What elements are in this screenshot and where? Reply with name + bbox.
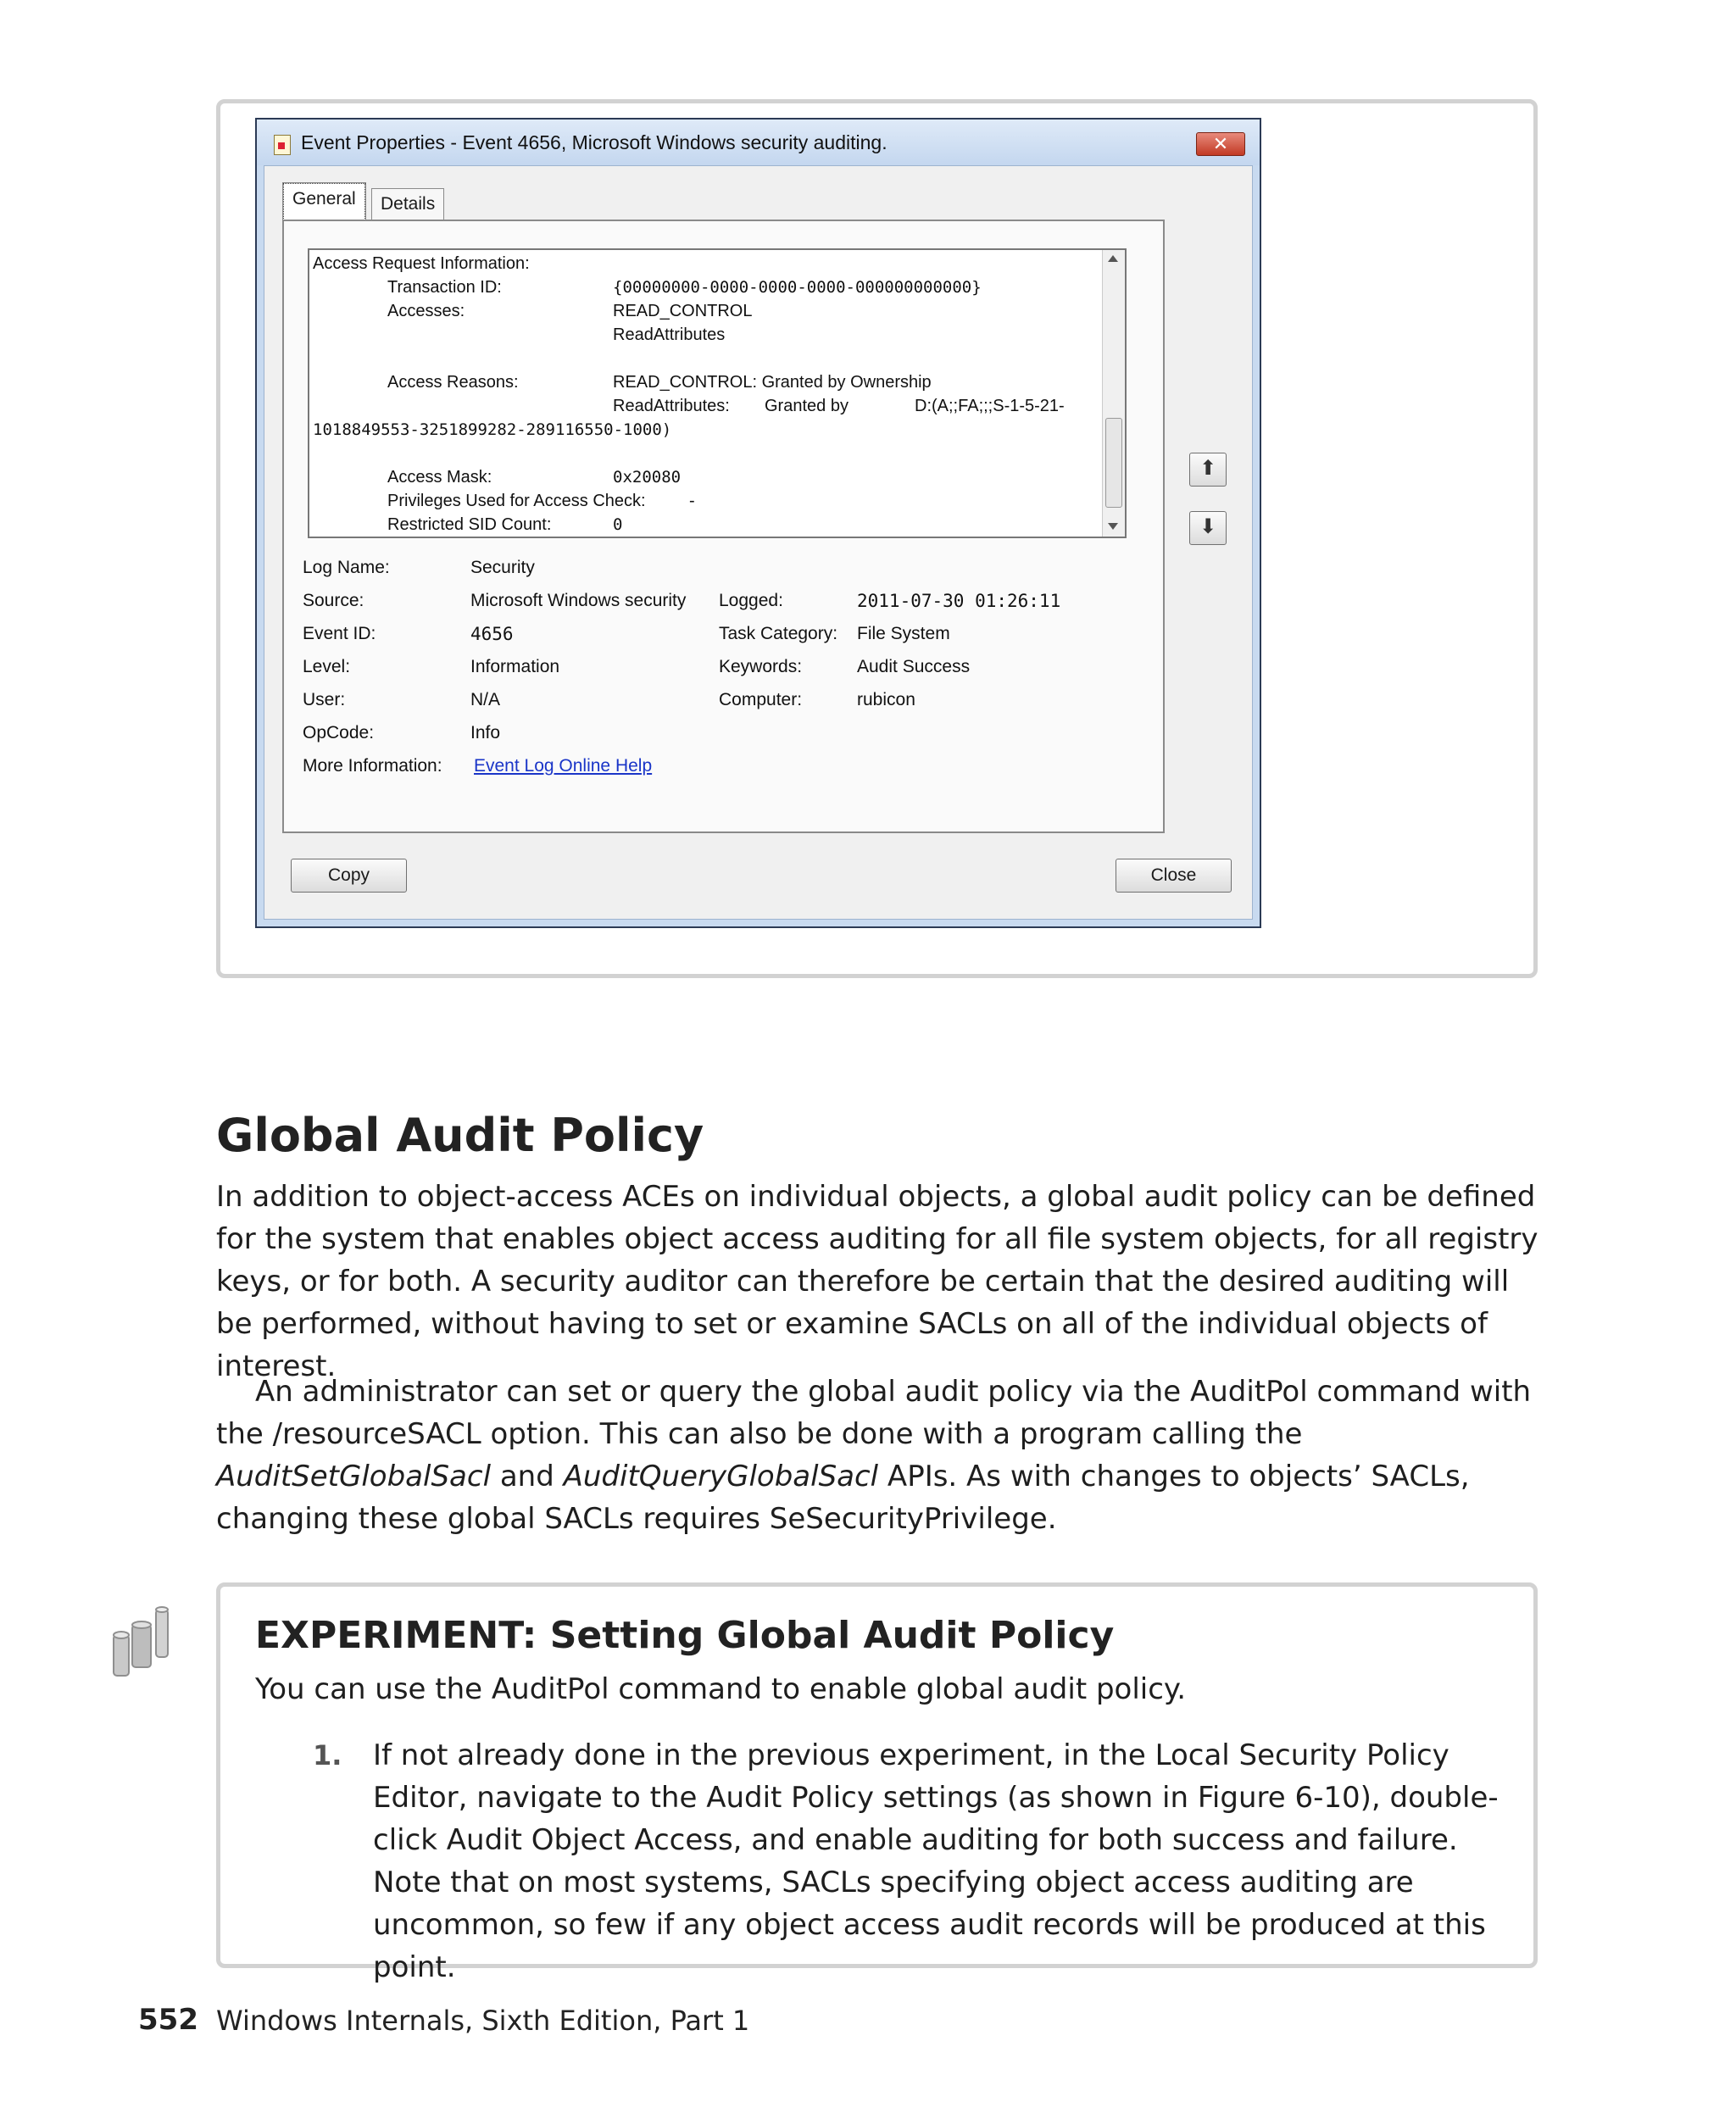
desc-privs-value: -: [689, 492, 695, 510]
task-category-value: File System: [857, 624, 950, 643]
tab-general[interactable]: General: [283, 183, 365, 220]
scroll-up-icon[interactable]: [1108, 255, 1118, 262]
previous-event-button[interactable]: [1189, 453, 1227, 487]
desc-reasons-label: Access Reasons:: [387, 373, 519, 392]
book-title: Windows Internals, Sixth Edition, Part 1: [216, 2005, 750, 2037]
close-button[interactable]: Close: [1116, 859, 1232, 893]
keywords-label: Keywords:: [719, 657, 803, 676]
source-value: Microsoft Windows security: [470, 591, 687, 610]
desc-accesses-value-2: ReadAttributes: [613, 325, 726, 344]
desc-header: Access Request Information:: [313, 254, 530, 273]
tab-details[interactable]: Details: [371, 188, 444, 220]
desc-transaction-label: Transaction ID:: [387, 278, 502, 297]
scroll-thumb[interactable]: [1105, 418, 1122, 508]
desc-reasons-value-1: READ_CONTROL: Granted by Ownership: [613, 373, 932, 392]
api-audit-set-global-sacl: AuditSetGlobalSacl: [216, 1460, 492, 1493]
desc-accesses-label: Accesses:: [387, 302, 465, 320]
desc-transaction-value: {00000000-0000-0000-0000-000000000000}: [613, 278, 982, 297]
desc-accesses-value-1: READ_CONTROL: [613, 302, 753, 320]
scroll-down-icon[interactable]: [1108, 523, 1118, 530]
paragraph-2-text-b: and: [491, 1460, 564, 1493]
desc-reasons-value-2c: D:(A;;FA;;;S-1-5-21-: [915, 397, 1065, 415]
copy-button[interactable]: Copy: [291, 859, 407, 893]
opcode-value: Info: [470, 723, 501, 742]
experiment-icon: [108, 1601, 190, 1686]
user-label: User:: [303, 690, 346, 709]
arrow-up-icon: ⬆: [1199, 457, 1217, 480]
section-heading: Global Audit Policy: [216, 1109, 704, 1162]
desc-reasons-value-3: 1018849553-3251899282-289116550-1000): [313, 420, 672, 439]
dialog-title: Event Properties - Event 4656, Microsoft Windows security auditing.: [301, 131, 887, 153]
log-name-value: Security: [470, 558, 535, 577]
paragraph-2-text-a: An administrator can set or query the global audit policy via the AuditPol command with the /resourceSACL option. This can also be done with a program calling the: [216, 1375, 1532, 1451]
desc-sid-value: 0: [613, 515, 623, 534]
desc-privs-label: Privileges Used for Access Check:: [387, 492, 646, 510]
paragraph-2-text-c: APIs. As with changes to objects’ SACLs, changing these global SACLs requires SeSecurityPrivilege.: [216, 1460, 1470, 1536]
arrow-down-icon: ⬇: [1199, 515, 1217, 538]
dialog-titlebar[interactable]: [257, 120, 1260, 165]
window-close-button[interactable]: ✕: [1196, 132, 1245, 156]
desc-reasons-value-2a: ReadAttributes:: [613, 397, 730, 415]
logged-value: 2011-07-30 01:26:11: [857, 591, 1061, 611]
next-event-button[interactable]: [1189, 511, 1227, 545]
general-tab-panel: [282, 220, 1165, 833]
level-value: Information: [470, 657, 560, 676]
step-number: 1.: [313, 1739, 342, 1771]
desc-sid-label: Restricted SID Count:: [387, 515, 552, 534]
event-log-help-link[interactable]: Event Log Online Help: [474, 756, 653, 776]
dialog-client-area: [264, 165, 1253, 920]
experiment-title: EXPERIMENT: Setting Global Audit Policy: [255, 1614, 1115, 1657]
page-number: 552: [138, 2003, 198, 2037]
event-id-value: 4656: [470, 624, 514, 644]
level-label: Level:: [303, 657, 351, 676]
log-name-label: Log Name:: [303, 558, 390, 577]
event-viewer-icon: [274, 135, 291, 155]
desc-mask-value: 0x20080: [613, 468, 682, 487]
step-text: If not already done in the previous experiment, in the Local Security Policy Editor, navigate to the Audit Policy settings (as shown in Figure 6-10), double-click Audit Object Access, and enable auditing for both success and failure. Note that on most systems, SACLs specifying object access auditing are uncommon, so few if any object access audit records will be produced at this point.: [373, 1738, 1499, 1984]
opcode-label: OpCode:: [303, 723, 375, 742]
description-scrollbar[interactable]: [1102, 250, 1125, 537]
event-id-label: Event ID:: [303, 624, 376, 643]
source-label: Source:: [303, 591, 364, 610]
desc-mask-label: Access Mask:: [387, 468, 492, 487]
logged-label: Logged:: [719, 591, 783, 610]
desc-reasons-value-2b: Granted by: [765, 397, 849, 415]
api-audit-query-global-sacl: AuditQueryGlobalSacl: [563, 1460, 879, 1493]
keywords-value: Audit Success: [857, 657, 971, 676]
paragraph-1: In addition to object-access ACEs on individual objects, a global audit policy can be defined for the system that enables object access auditing for all file system objects, for all registry keys, or for both. A security auditor can therefore be certain that the desired auditing will be performed, without having to set or examine SACLs on all of the individual objects of interest.: [216, 1180, 1538, 1383]
more-info-label: More Information:: [303, 756, 442, 776]
event-description-box[interactable]: [308, 248, 1127, 538]
paragraph-2: [216, 1371, 1538, 1540]
user-value: N/A: [470, 690, 501, 709]
computer-label: Computer:: [719, 690, 803, 709]
task-category-label: Task Category:: [719, 624, 838, 643]
event-properties-dialog: [255, 118, 1261, 928]
computer-value: rubicon: [857, 690, 915, 709]
experiment-intro: You can use the AuditPol command to enable global audit policy.: [255, 1672, 1187, 1706]
